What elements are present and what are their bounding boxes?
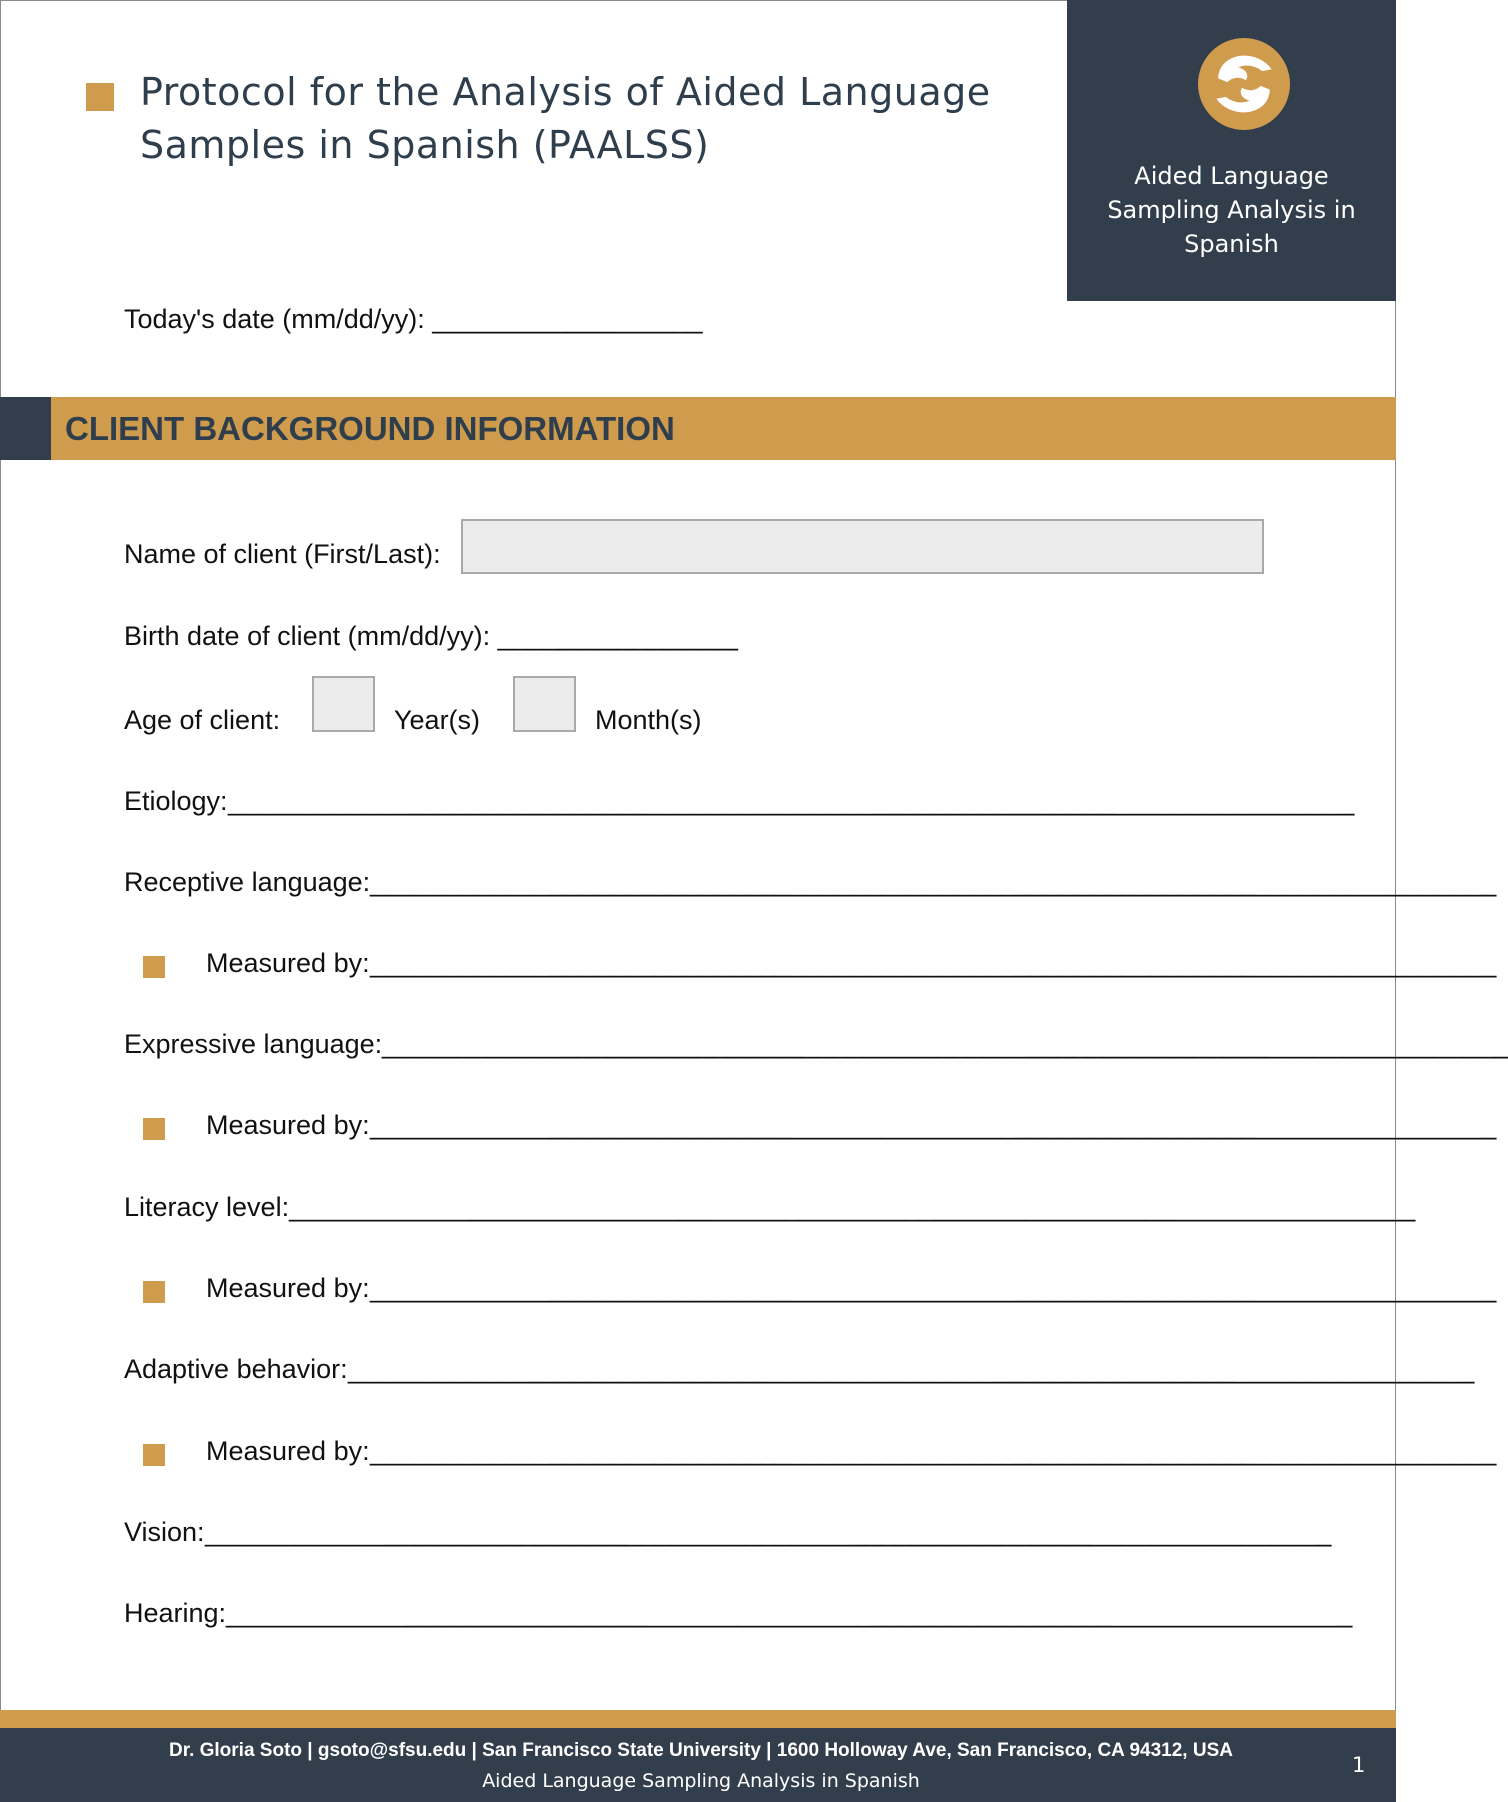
section-banner xyxy=(0,397,1396,460)
row-label: Measured by: xyxy=(206,1436,370,1466)
todays-date-field[interactable]: Today's date (mm/dd/yy): __________________ xyxy=(124,304,703,334)
client-name-input[interactable] xyxy=(461,519,1264,574)
hands-circle-logo-icon xyxy=(1198,38,1290,130)
fill-in-blank[interactable]: ___________________________________________________________________________ xyxy=(226,1598,1353,1628)
bullet-square xyxy=(143,1281,165,1303)
form-row[interactable] xyxy=(124,1029,1508,1069)
footer xyxy=(0,1728,1396,1802)
measured-by-row[interactable] xyxy=(143,1110,1497,1150)
fill-in-blank[interactable]: ___________________________________________________________________________ xyxy=(382,1029,1508,1059)
row-label: Measured by: xyxy=(206,948,370,978)
fill-in-blank[interactable]: ___________________________________________________________________________ xyxy=(370,1110,1497,1140)
fill-in-blank[interactable]: ___________________________________________________________________________ xyxy=(348,1354,1475,1384)
measured-by-row[interactable] xyxy=(143,1273,1497,1313)
fill-in-blank[interactable]: ___________________________________________________________________________ xyxy=(370,948,1497,978)
age-months-input[interactable] xyxy=(513,676,576,732)
months-label: Month(s) xyxy=(595,705,702,735)
fill-in-blank[interactable]: ___________________________________________________________________________ xyxy=(289,1192,1416,1222)
client-name-label: Name of client (First/Last): xyxy=(124,539,441,569)
bullet-square xyxy=(143,1118,165,1140)
fill-in-blank[interactable]: ___________________________________________________________________________ xyxy=(370,1273,1497,1303)
fill-in-blank[interactable]: ___________________________________________________________________________ xyxy=(370,867,1497,897)
row-label: Measured by: xyxy=(206,1273,370,1303)
footer-stripe xyxy=(0,1710,1396,1728)
fill-in-blank[interactable]: ___________________________________________________________________________ xyxy=(370,1436,1497,1466)
age-label: Age of client: xyxy=(124,705,281,735)
fill-in-blank[interactable]: ___________________________________________________________________________ xyxy=(228,786,1355,816)
form-row[interactable] xyxy=(124,1354,1475,1394)
years-label: Year(s) xyxy=(394,705,481,735)
row-label: Etiology: xyxy=(124,786,228,816)
brand-text: Aided Language Sampling Analysis in Spanish xyxy=(1107,162,1356,258)
row-label: Hearing: xyxy=(124,1598,227,1628)
row-label: Measured by: xyxy=(206,1110,370,1140)
form-row[interactable] xyxy=(124,786,1396,826)
section-banner-tab xyxy=(0,397,51,460)
age-years-input[interactable] xyxy=(312,676,375,732)
document-title: Protocol for the Analysis of Aided Language Samples in Spanish (PAALSS) xyxy=(140,70,991,167)
row-label: Receptive language: xyxy=(124,867,371,897)
page-number: 1 xyxy=(1352,1753,1366,1777)
measured-by-row[interactable] xyxy=(143,948,1497,988)
bullet-square xyxy=(143,1444,165,1466)
form-row[interactable] xyxy=(124,1517,1396,1557)
fill-in-blank[interactable]: ___________________________________________________________________________ xyxy=(205,1517,1332,1547)
birth-date-field[interactable]: Birth date of client (mm/dd/yy): ________________ xyxy=(124,621,738,651)
form-row[interactable] xyxy=(124,1598,1396,1638)
row-label: Adaptive behavior: xyxy=(124,1354,348,1384)
row-label: Literacy level: xyxy=(124,1192,290,1222)
row-label: Expressive language: xyxy=(124,1029,383,1059)
title-marker-square xyxy=(86,83,114,111)
measured-by-row[interactable] xyxy=(143,1436,1497,1476)
footer-contact: Dr. Gloria Soto | gsoto@sfsu.edu | San Francisco State University | 1600 Holloway Ave, San Francisco, CA 94312, USA xyxy=(169,1740,1233,1761)
form-row[interactable] xyxy=(124,1192,1416,1232)
row-label: Vision: xyxy=(124,1517,205,1547)
section-title: CLIENT BACKGROUND INFORMATION xyxy=(65,410,675,447)
footer-subtitle: Aided Language Sampling Analysis in Spanish xyxy=(482,1770,920,1792)
bullet-square xyxy=(143,956,165,978)
form-row[interactable] xyxy=(124,867,1497,907)
